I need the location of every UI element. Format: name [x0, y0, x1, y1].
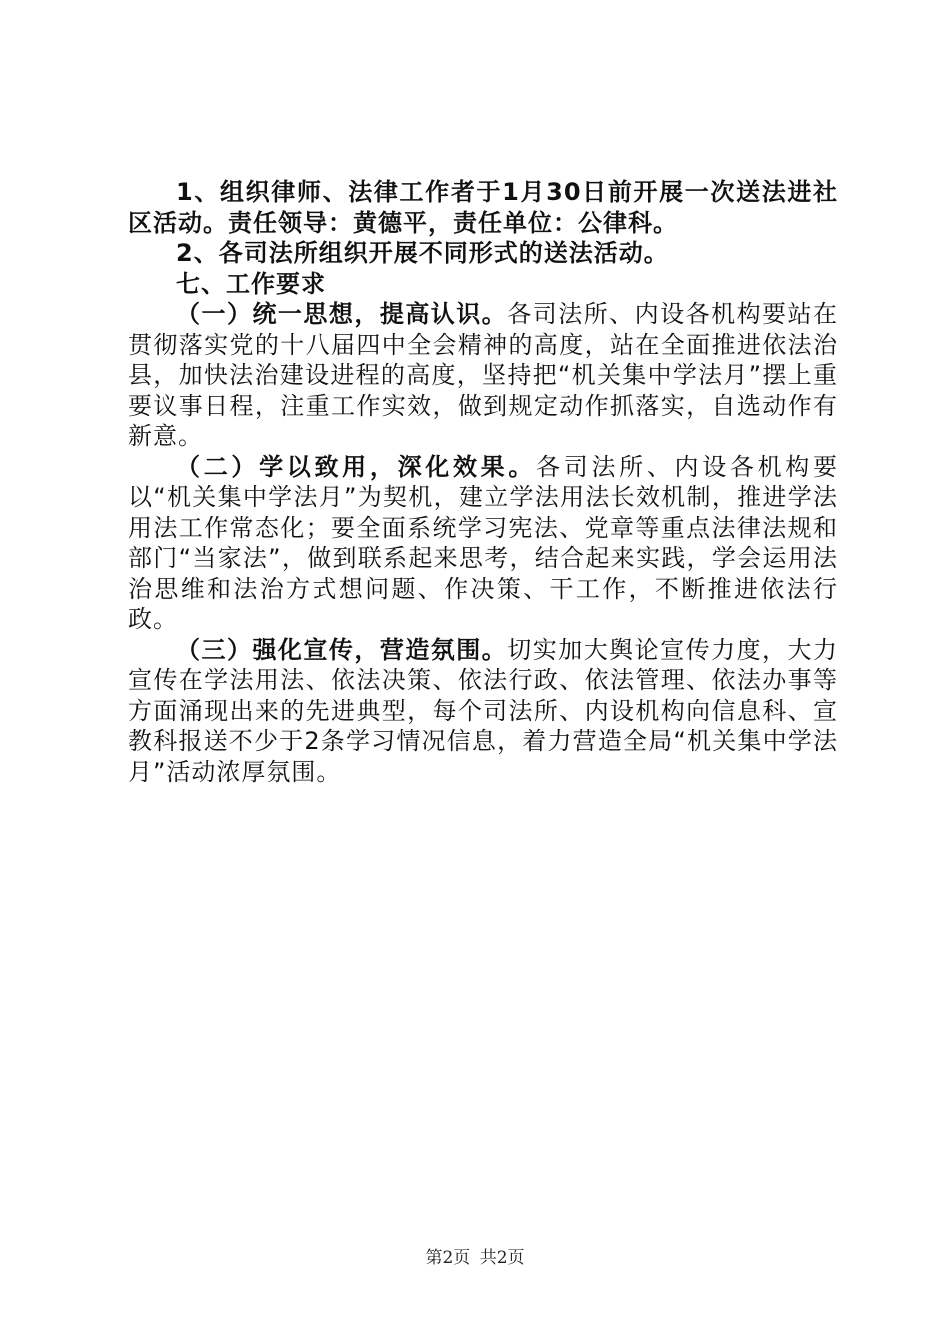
requirement-1-paragraph	[128, 299, 838, 452]
page-total: 共2页	[479, 1248, 525, 1268]
document-body	[128, 177, 838, 787]
section-7-heading: 七、工作要求	[176, 269, 326, 298]
requirement-1-text: 各司法所、内设各机构要站在贯彻落实党的十八届四中全会精神的高度，站在全面推进依法治县，加快法治建设进程的高度，坚持把“机关集中学法月”摆上重要议事日程，注重工作实效，做到规定动作抓落实，自选动作有新意。	[128, 300, 839, 450]
requirement-2-paragraph	[128, 452, 838, 635]
requirement-1-heading: （一）统一思想，提高认识。	[176, 300, 508, 328]
requirement-2-heading: （二）学以致用，深化效果。	[176, 452, 537, 481]
requirement-3-text: 切实加大舆论宣传力度，大力宣传在学法用法、依法决策、依法行政、依法管理、依法办事等方面涌现出来的先进典型，每个司法所、内设机构向信息科、宣教科报送不少于2条学习情况信息，着力营造全局“机关集中学法月”活动浓厚氛围。	[128, 635, 839, 786]
requirement-2-text: 各司法所、内设各机构要以“机关集中学法月”为契机，建立学法用法长效机制，推进学法用法工作常态化；要全面系统学习宪法、党章等重点法律法规和部门“当家法”，做到联系起来思考，结合起来实践，学会运用法治思维和法治方式想问题、作决策、干工作，不断推进依法行政。	[128, 452, 839, 633]
item-1-paragraph: 1、组织律师、法律工作者于1月30日前开展一次送法进社区活动。责任领导：黄德平，责任单位：公律科。	[128, 178, 838, 237]
page-number: 第2页	[425, 1248, 471, 1268]
requirement-3-paragraph	[128, 635, 838, 788]
page-footer	[0, 1243, 950, 1268]
requirement-3-heading: （三）强化宣传，营造氛围。	[176, 635, 508, 664]
item-2-paragraph: 2、各司法所组织开展不同形式的送法活动。	[176, 239, 669, 267]
